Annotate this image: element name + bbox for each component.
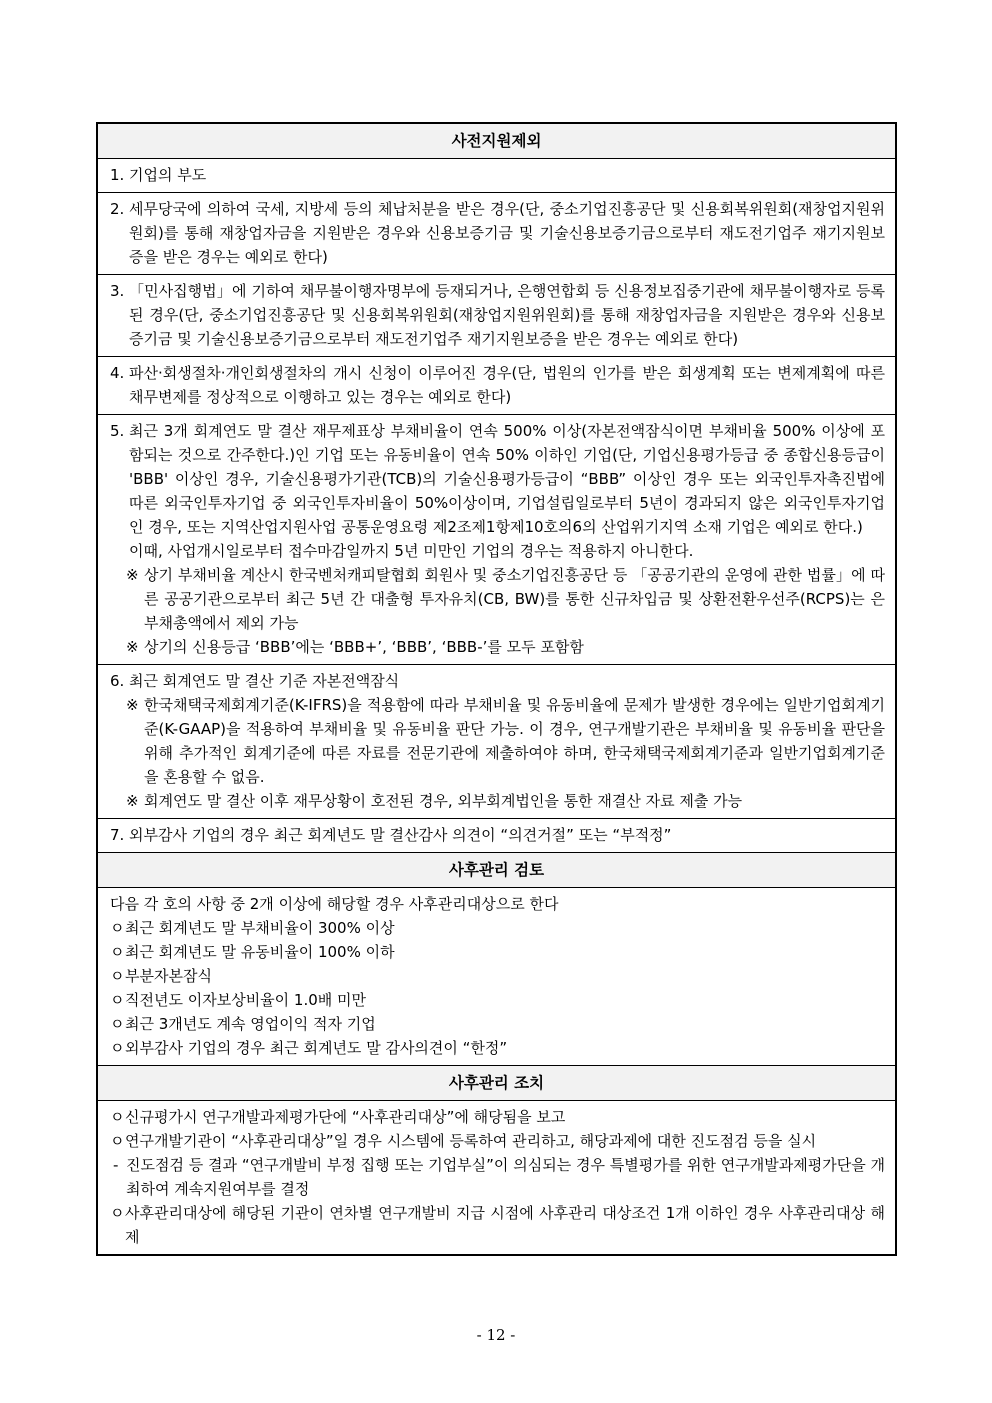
header-post-management-action xyxy=(98,1066,895,1101)
item-text: 최근 회계년도 말 유동비율이 100% 이하 xyxy=(125,943,395,961)
item-text: 신규평가시 연구개발과제평가단에 “사후관리대상”에 해당됨을 보고 xyxy=(125,1108,566,1126)
numbered-item xyxy=(110,197,885,269)
bullet-item xyxy=(110,988,885,1012)
item-text: 최근 3개년도 계속 영업이익 적자 기업 xyxy=(125,1015,376,1033)
item-text: 외부감사 기업의 경우 최근 회계년도 말 감사의견이 “한정” xyxy=(125,1039,508,1057)
numbered-item xyxy=(110,823,885,847)
item-text: 직전년도 이자보상비율이 1.0배 미만 xyxy=(125,991,367,1009)
note-item xyxy=(126,693,885,789)
exclusion-item-5 xyxy=(98,415,895,665)
numbered-item xyxy=(110,279,885,351)
item-text: 다음 각 호의 사항 중 2개 이상에 해당할 경우 사후관리대상으로 한다 xyxy=(110,895,559,913)
section-title: 사후관리 조치 xyxy=(448,1074,545,1092)
note-marker: ※ xyxy=(126,566,139,584)
note-text: 한국채택국제회계기준(K-IFRS)을 적용함에 따라 부채비율 및 유동비율에 문제가 발생한 경우에는 일반기업회계기준(K-GAAP)을 적용하여 부채비율 및 유동비율 판단 가능. 이 경우, 연구개발기관은 부채비율 및 유동비율 판단을 위해 추가적인 회계기준에 따른 자료를 전문기관에 제출하여야 하며, 한국채택국제회계기준과 일반기업회계기준을 혼용할 수 없음. xyxy=(144,696,885,786)
item-text: 「민사집행법」에 기하여 채무불이행자명부에 등재되거나, 은행연합회 등 신용정보집중기관에 채무불이행자로 등록된 경우(단, 중소기업진흥공단 및 신용회복위원회(재창업지원위원회)를 통해 재창업자금을 지원받은 경우와 신용보증기금 및 기술신용보증기금으로부터 재도전기업주 재기지원보증을 받은 경우는 예외로 한다) xyxy=(129,282,885,348)
item-text: 사후관리대상에 해당된 기관이 연차별 연구개발비 지급 시점에 사후관리 대상조건 1개 이하인 경우 사후관리대상 해제 xyxy=(125,1204,885,1246)
note-text: 회계연도 말 결산 이후 재무상황이 호전된 경우, 외부회계법인을 통한 재결산 자료 제출 가능 xyxy=(144,792,743,810)
bullet-item xyxy=(110,964,885,988)
intro-text xyxy=(110,892,885,916)
bullet-marker: ㅇ xyxy=(110,943,125,961)
bullet-item xyxy=(110,1036,885,1060)
bullet-item xyxy=(110,1129,885,1153)
bullet-item xyxy=(110,940,885,964)
bullet-marker: ㅇ xyxy=(110,919,125,937)
note-item xyxy=(126,789,885,813)
item-text: 최근 회계년도 말 부채비율이 300% 이상 xyxy=(125,919,395,937)
exclusion-item-1 xyxy=(98,159,895,193)
item-text: 기업의 부도 xyxy=(129,166,207,184)
dash-sub-item xyxy=(113,1153,885,1201)
page-number: - 12 - xyxy=(476,1326,516,1344)
numbered-item xyxy=(110,419,885,539)
note-text: 상기 부채비율 계산시 한국벤처캐피탈협회 회원사 및 중소기업진흥공단 등 「공공기관의 운영에 관한 법률」에 따른 공공기관으로부터 최근 5년 간 대출형 투자유치(CB, BW)를 통한 신규차입금 및 상환전환우선주(RCPS)는 은 부채총액에서 제외 가능 xyxy=(144,566,885,632)
note-item xyxy=(126,635,885,659)
item-text: 최근 회계연도 말 결산 기준 자본전액잠식 xyxy=(129,672,400,690)
exclusion-item-3 xyxy=(98,275,895,357)
section-title: 사후관리 검토 xyxy=(448,861,545,879)
bullet-marker: ㅇ xyxy=(110,1015,125,1033)
bullet-item xyxy=(110,1201,885,1249)
note-marker: ※ xyxy=(126,638,139,656)
criteria-table xyxy=(96,122,897,1256)
item-number: 7. xyxy=(110,826,125,844)
bullet-item xyxy=(110,1105,885,1129)
bullet-marker: ㅇ xyxy=(110,1039,125,1057)
exclusion-item-6 xyxy=(98,665,895,819)
bullet-marker: ㅇ xyxy=(110,967,125,985)
numbered-item xyxy=(110,163,885,187)
note-text: 상기의 신용등급 ‘BBB’에는 ‘BBB+’, ‘BBB’, ‘BBB-’를 모두 포함함 xyxy=(144,638,584,656)
item-text: 최근 3개 회계연도 말 결산 재무제표상 부채비율이 연속 500% 이상(자본전액잠식이면 부채비율 500% 이상에 포함되는 것으로 간주한다.)인 기업 또는 유동비율이 연속 50% 이하인 기업(단, 기업신용평가등급 중 종합신용등급이 'BBB' 이상인 경우, 기술신용평가기관(TCB)의 기술신용평가등급이 “BBB” 이상인 경우 또는 외국인투자촉진법에 따른 외국인투자기업 중 외국인투자비율이 50%이상이며, 기업설립일로부터 5년이 경과되지 않은 외국인투자기업인 경우, 또는 지역산업지원사업 공통운영요령 제2조제1항제10호의6의 산업위기지역 소재 기업은 예외로 한다.) xyxy=(129,422,885,536)
item-text: 부분자본잠식 xyxy=(125,967,212,985)
review-criteria-list xyxy=(98,888,895,1066)
bullet-item xyxy=(110,916,885,940)
item-text: 연구개발기관이 “사후관리대상”일 경우 시스템에 등록하여 관리하고, 해당과제에 대한 진도점검 등을 실시 xyxy=(125,1132,817,1150)
note-marker: ※ xyxy=(126,792,139,810)
header-post-management-review xyxy=(98,853,895,888)
bullet-marker: ㅇ xyxy=(110,1204,125,1222)
item-number: 2. xyxy=(110,200,125,218)
item-text: 세무당국에 의하여 국세, 지방세 등의 체납처분을 받은 경우(단, 중소기업진흥공단 및 신용회복위원회(재창업지원위원회)를 통해 재창업자금을 지원받은 경우와 신용보증기금 및 기술신용보증기금으로부터 재도전기업주 재기지원보증을 받은 경우는 예외로 한다) xyxy=(129,200,885,266)
item-number: 3. xyxy=(110,282,125,300)
item-number: 5. xyxy=(110,422,125,440)
section-title: 사전지원제외 xyxy=(451,132,542,150)
action-list xyxy=(98,1101,895,1254)
dash-marker: - xyxy=(113,1156,119,1174)
bullet-marker: ㅇ xyxy=(110,1132,125,1150)
item-text: 이때, 사업개시일로부터 접수마감일까지 5년 미만인 기업의 경우는 적용하지 아니한다. xyxy=(129,542,694,560)
numbered-item xyxy=(110,669,885,693)
item-number: 4. xyxy=(110,364,125,382)
exclusion-item-2 xyxy=(98,193,895,275)
bullet-item xyxy=(110,1012,885,1036)
bullet-marker: ㅇ xyxy=(110,991,125,1009)
note-item xyxy=(126,563,885,635)
item-number: 6. xyxy=(110,672,125,690)
numbered-item xyxy=(110,361,885,409)
item-text: 파산·회생절차·개인회생절차의 개시 신청이 이루어진 경우(단, 법원의 인가를 받은 회생계획 또는 변제계획에 따른 채무변제를 정상적으로 이행하고 있는 경우는 예외로 한다) xyxy=(129,364,885,406)
item-text: 외부감사 기업의 경우 최근 회계년도 말 결산감사 의견이 “의견거절” 또는 “부적정” xyxy=(129,826,672,844)
header-pre-support-exclusion xyxy=(98,124,895,159)
item-text: 진도점검 등 결과 “연구개발비 부정 집행 또는 기업부실”이 의심되는 경우 특별평가를 위한 연구개발과제평가단을 개최하여 계속지원여부를 결정 xyxy=(126,1156,885,1198)
continuation-paragraph xyxy=(129,539,885,563)
exclusion-item-7 xyxy=(98,819,895,853)
exclusion-item-4 xyxy=(98,357,895,415)
note-marker: ※ xyxy=(126,696,139,714)
bullet-marker: ㅇ xyxy=(110,1108,125,1126)
item-number: 1. xyxy=(110,166,125,184)
